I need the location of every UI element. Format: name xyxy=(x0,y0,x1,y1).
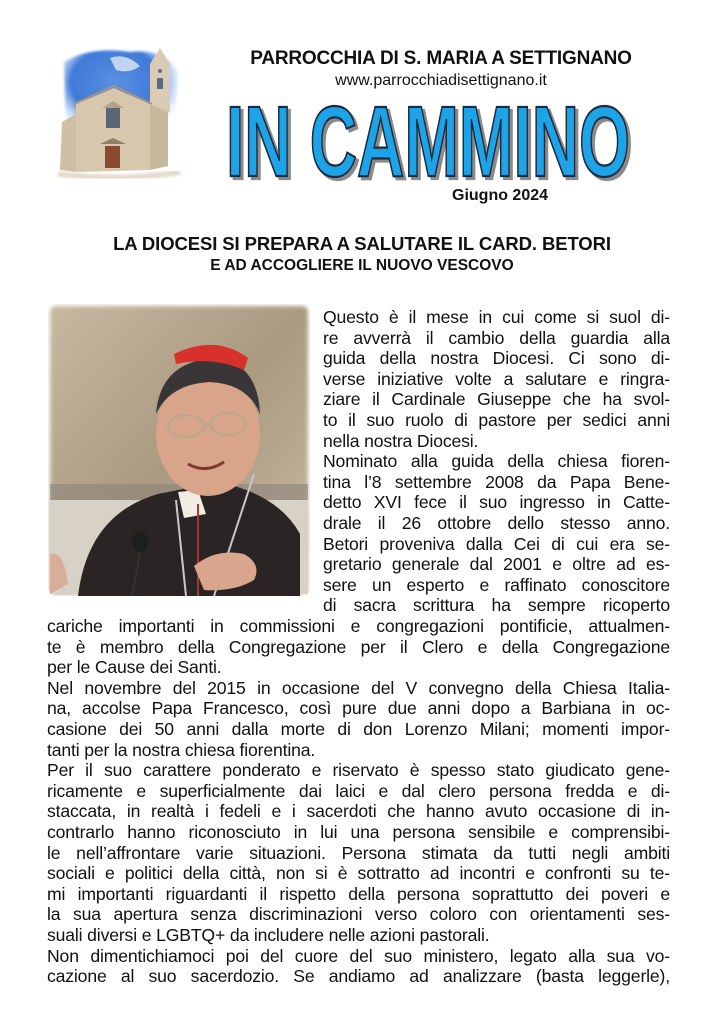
body-line: tanti per la nostra chiesa fiorentina. xyxy=(47,739,316,760)
masthead-title xyxy=(222,88,642,186)
issue-date: Giugno 2024 xyxy=(452,187,549,204)
masthead-text: IN CAMMINO xyxy=(226,88,630,186)
body-line: suali diversi e LGBTQ+ da includere nelle azioni pastorali. xyxy=(47,925,490,945)
body-line: guida della nostra Diocesi. Ci sono di- xyxy=(323,348,670,369)
body-line: ziare il Cardinale Giuseppe che ha svol- xyxy=(323,389,670,410)
body-line: re avverrà il cambio della guardia alla xyxy=(323,327,670,348)
body-line: le nell’affrontare varie situazioni. Persona stimata da tutti negli ambiti xyxy=(47,842,670,863)
body-line: tina l’8 settembre 2008 da Papa Bene- xyxy=(323,471,670,492)
parish-name: PARROCCHIA DI S. MARIA A SETTIGNANO xyxy=(250,48,632,69)
body-line: Nominato alla guida della chiesa fioren- xyxy=(323,451,670,472)
body-line: Per il suo carattere ponderato e riservato è spesso stato giudicato gene- xyxy=(47,760,670,781)
body-line: per le Cause dei Santi. xyxy=(47,657,222,678)
body-line: mi importanti riguardanti il rispetto della persona soprattutto dei poveri e xyxy=(47,883,670,904)
body-line: to il suo ruolo di pastore per sedici anni xyxy=(323,410,670,430)
body-line: cariche importanti in commissioni e congregazioni pontificie, attualmen- xyxy=(47,616,670,636)
article-subheadline: E AD ACCOGLIERE IL NUOVO VESCOVO xyxy=(210,257,514,274)
body-line: na, accolse Papa Francesco, così pure due anni dopo a Barbiana in oc- xyxy=(47,698,670,719)
parish-website: www.parrocchiadisettignano.it xyxy=(335,72,547,89)
body-line: cazione al suo sacerdozio. Se andiamo ad analizzare (basta leggerle), xyxy=(47,966,670,987)
cardinal-photo xyxy=(48,304,310,596)
body-line: ricamente e superficialmente dai laici e dal clero persona fredda e di- xyxy=(47,780,670,801)
body-line: sociali e politici della città, non si è sottratto ad incontri e confronti su te- xyxy=(47,863,670,884)
body-line: contrarlo hanno riconosciuto in lui una persona sensibile e comprensibi- xyxy=(47,822,670,842)
body-line: nella nostra Diocesi. xyxy=(323,430,479,451)
body-line: casione dei 50 anni dalla morte di don Lorenzo Milani; momenti impor- xyxy=(47,719,670,739)
body-line: staccata, in realtà i fedeli e i sacerdoti che hanno avuto occasione di in- xyxy=(47,801,670,822)
body-line: te è membro della Congregazione per il Clero e della Congregazione xyxy=(47,636,670,657)
body-line: drale il 26 ottobre dello stesso anno. xyxy=(323,513,670,533)
body-line: Betori proveniva dalla Cei di cui era se- xyxy=(323,533,670,554)
body-line: Non dimentichiamoci poi del cuore del suo ministero, legato alla sua vo- xyxy=(47,945,670,966)
body-line: Questo è il mese in cui come si suol di- xyxy=(323,307,670,327)
body-line: la sua apertura senza discriminazioni verso coloro con orientamenti ses- xyxy=(47,904,670,925)
body-line: verse iniziative volte a salutare e ringra- xyxy=(323,368,670,389)
body-line: di sacra scrittura ha sempre ricoperto xyxy=(323,595,670,616)
body-line: gretario generale dal 2001 e oltre ad es- xyxy=(323,554,670,575)
body-line: Nel novembre del 2015 in occasione del V convegno della Chiesa Italia- xyxy=(47,677,670,698)
body-line: sere un esperto e raffinato conoscitore xyxy=(323,574,670,595)
body-line: detto XVI fece il suo ingresso in Catte- xyxy=(323,492,670,513)
church-logo-illustration xyxy=(50,42,190,184)
article-headline: LA DIOCESI SI PREPARA A SALUTARE IL CARD. BETORI xyxy=(113,233,611,254)
